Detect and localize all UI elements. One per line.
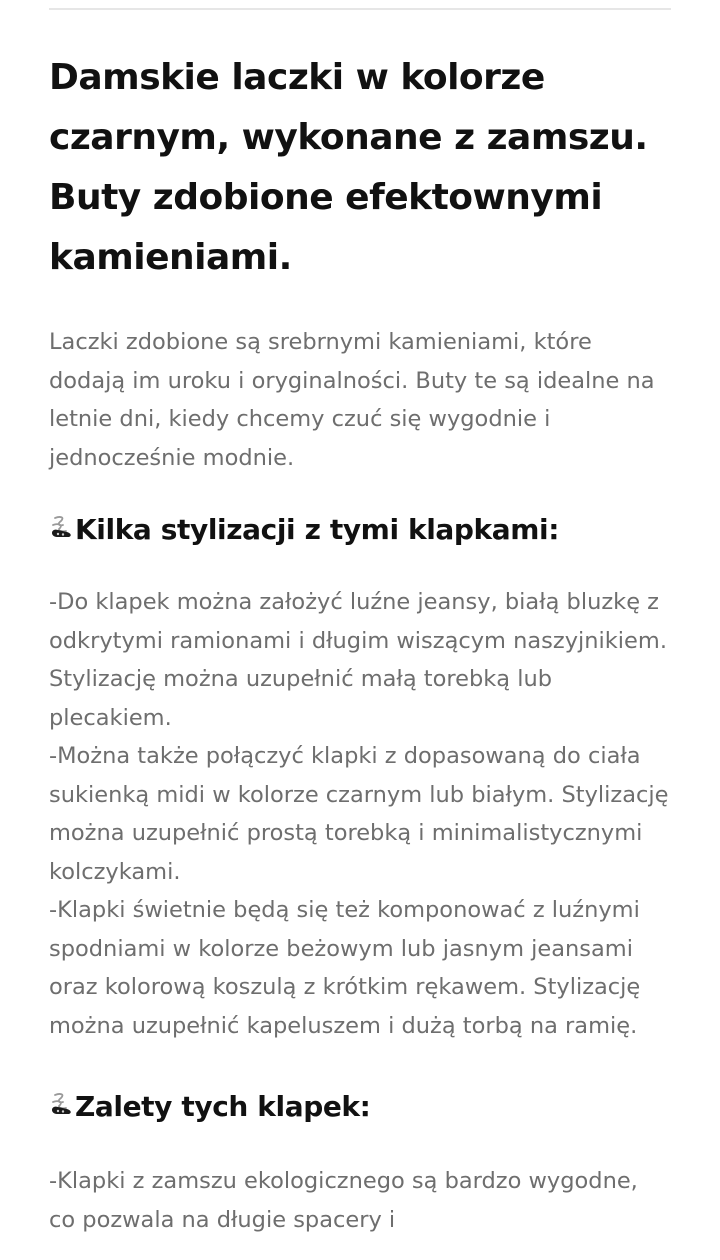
stylizations-list	[49, 583, 671, 1045]
section-heading-stylizations	[49, 510, 671, 550]
stylization-item: -Klapki świetnie będą się też komponować z luźnymi spodniami w kolorze beżowym lub jasnym jeansami oraz kolorową koszulą z krótkim rękawem. Stylizację można uzupełnić kapeluszem i dużą torbą na ramię.	[49, 897, 641, 1039]
sandal-icon	[49, 513, 75, 547]
article-title: Damskie laczki w kolorze czarnym, wykonane z zamszu. Buty zdobione efektownymi kamieniami.	[49, 57, 648, 278]
advantage-item: -Klapki z zamszu ekologicznego są bardzo wygodne, co pozwala na długie spacery i	[49, 1168, 638, 1233]
top-divider	[49, 8, 671, 10]
article-intro: Laczki zdobione są srebrnymi kamieniami, które dodają im uroku i oryginalności. Buty te są idealne na letnie dni, kiedy chcemy czuć się wygodnie i jednocześnie modnie.	[49, 329, 655, 471]
stylization-item: -Można także połączyć klapki z dopasowaną do ciała sukienką midi w kolorze czarnym lub białym. Stylizację można uzupełnić prostą torebką i minimalistycznymi kolczykami.	[49, 743, 669, 885]
stylization-item: -Do klapek można założyć luźne jeansy, białą bluzkę z odkrytymi ramionami i długim wiszącym naszyjnikiem. Stylizację można uzupełnić małą torebką lub plecakiem.	[49, 589, 667, 731]
section-heading-text: Zalety tych klapek:	[75, 1090, 371, 1123]
section-heading-advantages	[49, 1087, 671, 1127]
section-heading-text: Kilka stylizacji z tymi klapkami:	[75, 513, 560, 546]
sandal-icon	[49, 1090, 75, 1124]
advantages-list	[49, 1162, 671, 1239]
article	[49, 0, 671, 1239]
